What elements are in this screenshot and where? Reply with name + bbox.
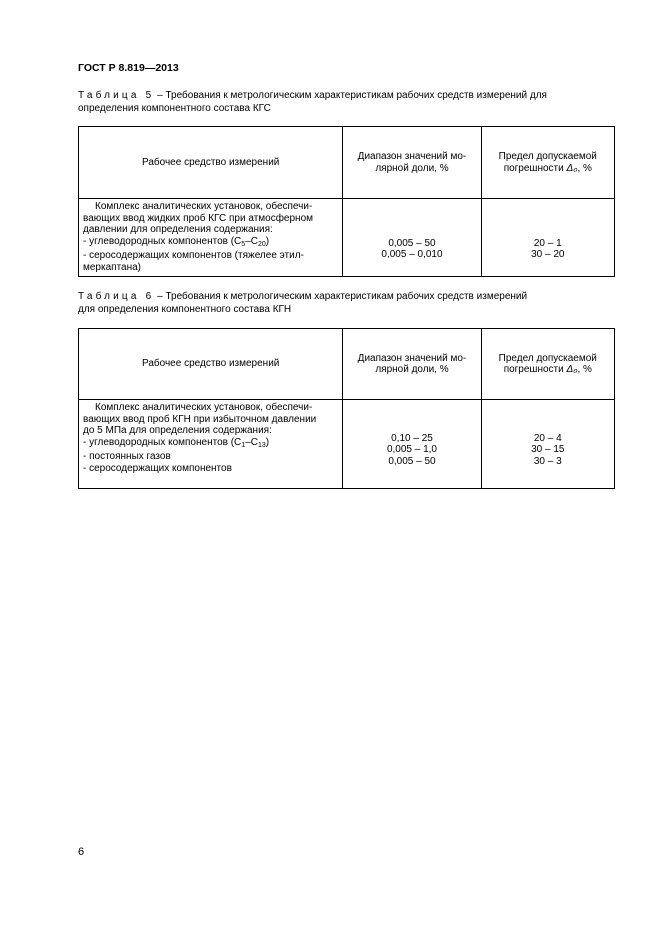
table6-col-instrument: Рабочее средство измерений [79,329,343,400]
table5-title-line1: Требования к метрологическим характеристикам рабочих средств измерений для [165,90,547,101]
desc-line [83,402,338,414]
desc-item-hydrocarbons [83,236,338,251]
table5-col-range-line1: Диапазон значений мо- [357,151,467,162]
desc-line: давлении для определения содержания: [83,224,273,235]
table6-dash: – [157,291,163,302]
table5-label: Таблица 5 [78,90,155,101]
table5-col-error [481,127,614,199]
delta-symbol: Δ₀ [566,364,578,375]
table5-col-error-line1: Предел допускаемой [498,151,597,162]
item-text: ) [265,235,270,247]
subscript: 5 [241,240,246,248]
table6-col-range [343,329,481,400]
item-text: - углеводородных компонентов (С [83,235,242,247]
error-value: 30 – 20 [531,249,565,260]
desc-item-hydrocarbons [83,437,338,452]
table5-col-error-unit: , % [577,162,592,174]
desc-line: вающих ввод жидких проб КГС при атмосферном [83,212,314,224]
range-value: 0,005 – 50 [388,455,436,467]
table6-col-error-line1: Предел допускаемой [498,352,597,364]
range-value: 0,10 – 25 [391,432,433,444]
table5-header-row [79,127,615,199]
table6-col-error-line2 [486,364,610,376]
error-value: 20 – 4 [533,432,562,444]
table6 [78,328,615,489]
table6-header-row [79,329,615,400]
table6-col-range-line1: Диапазон значений мо- [357,352,467,364]
item-text: ) [265,436,270,448]
table5-col-range [343,127,481,199]
desc-item-gases: - постоянных газов [83,451,171,462]
table6-label: Таблица 6 [78,291,155,302]
table6-row-description [79,400,343,489]
desc-item-sulfur-cont: меркаптана) [83,261,142,273]
table5 [78,126,615,277]
desc-line [83,201,338,213]
table6-title-line2: для определения компонентного состава КГН [78,304,292,315]
error-value: 30 – 3 [533,455,562,467]
subscript: 20 [257,240,266,248]
table5-row-description [79,199,343,277]
table5-data-row [79,199,615,277]
table5-col-instrument: Рабочее средство измерений [79,127,343,199]
table5-col-range-line2: лярной доли, % [375,162,449,174]
error-value: 30 – 15 [531,444,565,456]
desc-line: вающих ввод проб КГН при избыточном давлении [83,413,317,425]
table6-col-error-unit: , % [577,364,592,375]
table6-col-error [481,329,614,400]
item-text: –С [245,235,258,247]
table6-row-ranges [343,400,481,489]
table6-row-errors [481,400,614,489]
range-value: 0,005 – 1,0 [386,444,437,456]
range-value: 0,005 – 0,010 [381,249,443,260]
table5-title-line2: определения компонентного состава КГС [78,103,271,114]
table5-row-errors [481,199,614,277]
item-text: - углеводородных компонентов (С [83,436,242,448]
desc-item-sulfur: - серосодержащих компонентов (тяжелее этил- [83,250,304,261]
table5-caption [78,89,615,115]
range-value: 0,005 – 50 [388,237,436,249]
desc-line-text: Комплекс аналитических установок, обеспечи- [95,201,313,212]
table5-col-error-word: погрешности [503,162,564,174]
subscript: 1 [241,441,246,449]
table5-dash: – [157,90,163,101]
desc-item-sulfur: - серосодержащих компонентов [83,462,232,474]
table6-col-error-word: погрешности [503,364,564,375]
table6-title-line1: Требования к метрологическим характеристикам рабочих средств измерений [165,291,528,302]
table6-data-row [79,400,615,489]
desc-line-text: Комплекс аналитических установок, обеспечи- [95,402,313,413]
standard-header: ГОСТ Р 8.819—2013 [78,62,179,74]
delta-symbol: Δ₀ [566,162,578,174]
table6-col-range-line2: лярной доли, % [375,364,449,375]
subscript: 13 [257,441,266,449]
table5-col-error-line2 [486,163,610,175]
table6-caption [78,290,615,316]
error-value: 20 – 1 [533,237,562,249]
table5-row-ranges [343,199,481,277]
desc-line: до 5 МПа для определения содержания: [83,425,272,436]
item-text: –С [245,436,258,448]
page-number: 6 [78,846,85,858]
